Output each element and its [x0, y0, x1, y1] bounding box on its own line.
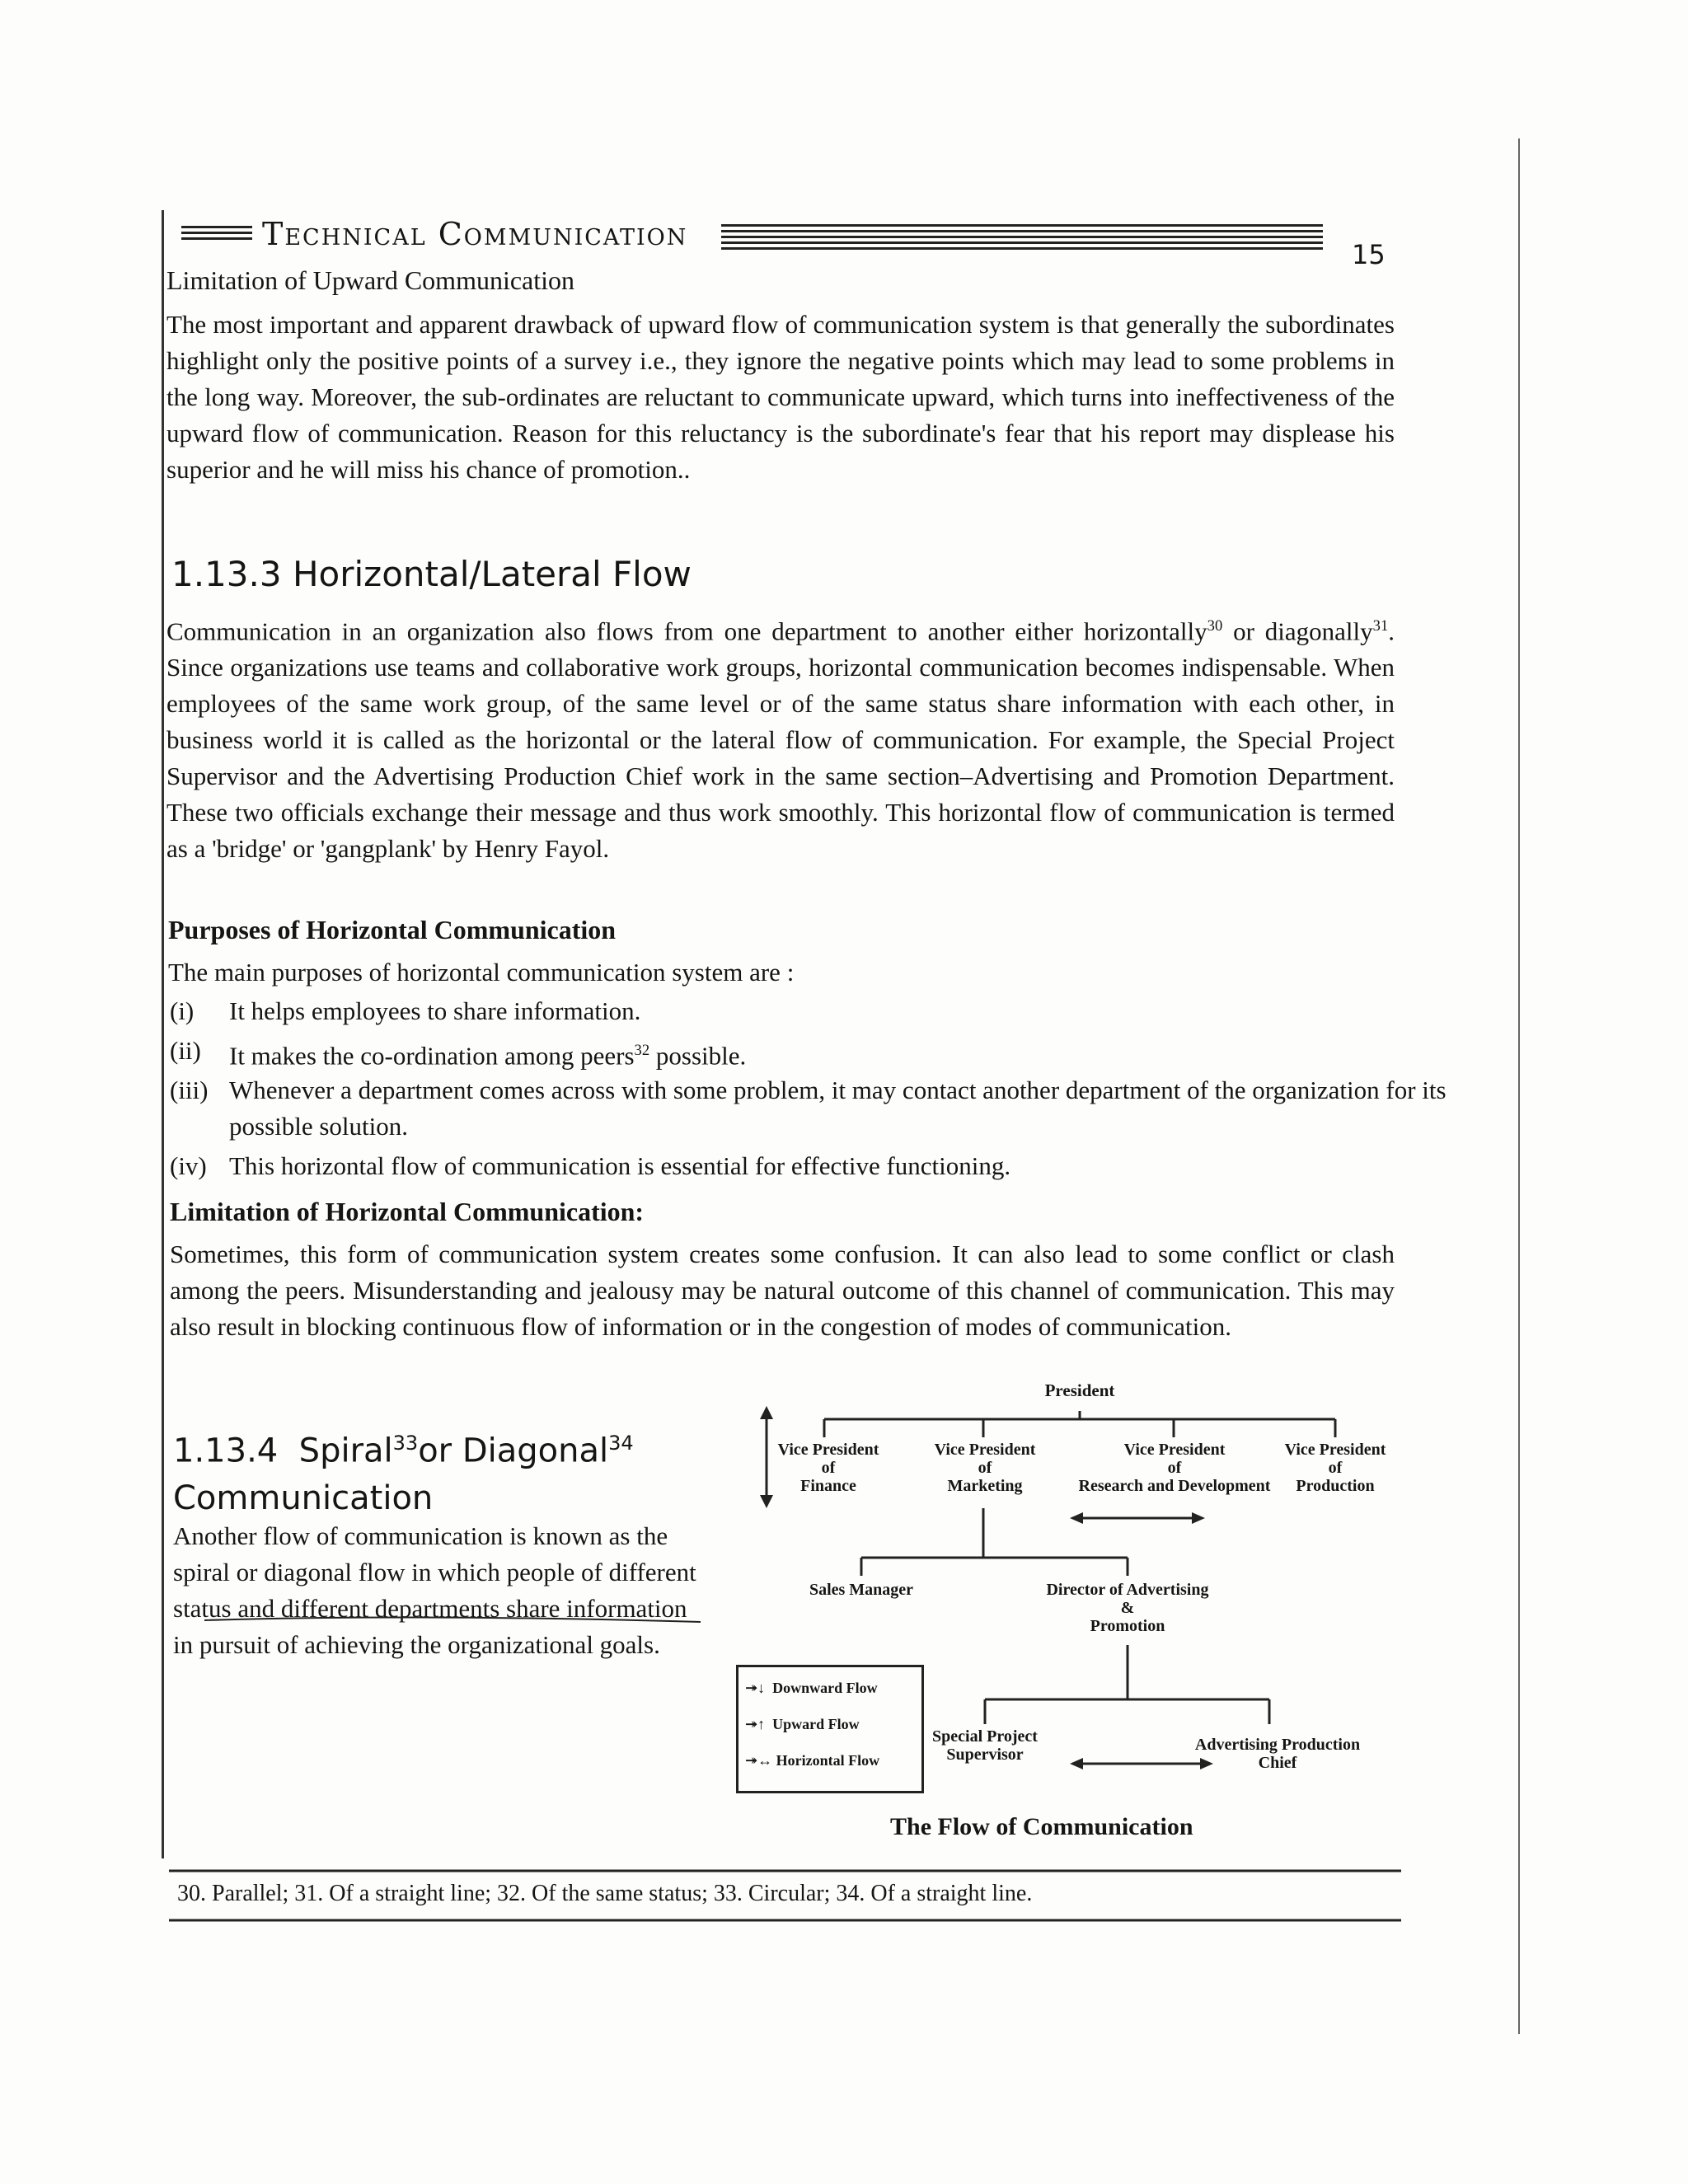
- footnote-ref: 33: [392, 1432, 419, 1455]
- horizontal-limitation-body: Sometimes, this form of communication system creates some confusion. It can also lead to some conflict or clash among the peers. Misunderstanding and jealousy may be natural outcome of this channel of communication. This may also result in blocking continuous flow of information or in the congestion of modes of communication.: [170, 1240, 1395, 1341]
- list-number: (iv): [170, 1151, 207, 1180]
- advertising-production-chief: [1187, 1736, 1368, 1772]
- section-number: 1.13.3: [171, 554, 282, 594]
- special-project-supervisor: [923, 1727, 1047, 1764]
- list-text: This horizontal flow of communication is essential for effective functioning.: [229, 1151, 1011, 1180]
- footnote-ref: 31: [1372, 617, 1389, 635]
- vp-dept: Research and Development: [1078, 1477, 1271, 1495]
- purposes-heading: Purposes of Horizontal Communication: [168, 915, 617, 944]
- spiral-section-body: Another flow of communication is known as the spiral or diagonal flow in which people of different status and different departments share information in pursuit of achieving the organizational goals.: [173, 1521, 696, 1659]
- list-number: (ii): [170, 1036, 201, 1065]
- legend-horizontal: [745, 1751, 918, 1769]
- page-number: 15: [1352, 239, 1386, 270]
- running-header-title: Technical Communication: [262, 216, 688, 252]
- legend-label: Horizontal Flow: [776, 1752, 880, 1769]
- vp-of: of: [978, 1459, 992, 1477]
- role-title: Advertising Production: [1194, 1736, 1361, 1754]
- vp-research: [1063, 1441, 1286, 1495]
- footnote-ref: 32: [634, 1042, 650, 1059]
- legend-downward: [745, 1679, 910, 1697]
- legend-label: Upward Flow: [772, 1716, 860, 1732]
- president-label: President: [1044, 1380, 1115, 1400]
- upward-arrow-icon: ↠↑: [745, 1716, 766, 1732]
- horizontal-limitation-heading: Limitation of Horizontal Communication:: [170, 1197, 645, 1226]
- vp-title: Vice President: [777, 1441, 879, 1459]
- section-number: 1.13.4: [173, 1432, 279, 1470]
- list-text-tail: possible.: [649, 1041, 747, 1071]
- body-text: . Since organizations use teams and collaborative work groups, horizontal communication becomes indispensable. When employees of the same work group, of the same level or of the same status share information with each other, in business world it is called as the horizontal or the lateral flow of communication. For example, the Special Project Supervisor and the Advertising Production Chief work in the same section–Advertising and Promotion Department. These two officials exchange their message and thus work smoothly. This horizontal flow of communication is termed as a 'bridge' or 'gangplank' by Henry Fayol.: [166, 616, 1395, 864]
- list-text-main: It makes the co-ordination among peers: [229, 1041, 635, 1071]
- vp-production: [1282, 1441, 1389, 1495]
- role-title: Special Project: [932, 1727, 1038, 1746]
- vp-title: Vice President: [1284, 1441, 1386, 1459]
- footnote-ref: 34: [608, 1432, 634, 1455]
- upward-limitation-heading: Limitation of Upward Communication: [166, 265, 575, 295]
- director-amp: &: [1120, 1599, 1135, 1617]
- director-dept: Promotion: [1090, 1617, 1165, 1635]
- vp-of: of: [1167, 1459, 1182, 1477]
- section-title-text: Horizontal/Lateral Flow: [292, 554, 692, 594]
- vp-dept: Finance: [800, 1477, 856, 1495]
- role-title: Chief: [1258, 1754, 1297, 1772]
- list-number: (i): [170, 996, 195, 1025]
- list-text: Whenever a department comes across with some problem, it may contact another department of the organization for its possible solution.: [229, 1076, 1447, 1141]
- director-advertising: [1029, 1581, 1226, 1635]
- director-title: Director of Advertising: [1046, 1581, 1209, 1599]
- footnote-ref: 30: [1207, 617, 1223, 635]
- role-title: Supervisor: [946, 1746, 1024, 1764]
- horizontal-arrow-icon: ↠↔: [745, 1752, 773, 1769]
- body-text: Communication in an organization also flows from one department to another either horizontally: [166, 616, 1207, 646]
- upward-limitation-body: The most important and apparent drawback of upward flow of communication system is that generally the subordinates highlight only the positive points of a survey i.e., they ignore the negative points which may lead to some problems in the long way. Moreover, the sub-ordinates are reluctant to communicate upward, which turns into ineffectiveness of the upward flow of communication. Reason for this reluctancy is the subordinate's fear that his report may displease his superior and he will miss his chance of promotion..: [166, 310, 1395, 484]
- purposes-intro: The main purposes of horizontal communication system are :: [168, 958, 795, 987]
- vp-dept: Marketing: [947, 1477, 1023, 1495]
- vp-of: of: [1328, 1459, 1343, 1477]
- list-text: It helps employees to share information.: [229, 996, 641, 1025]
- diagram-legend: [736, 1665, 924, 1793]
- vp-dept: Production: [1296, 1477, 1375, 1495]
- section-title-text: Communication: [173, 1479, 434, 1518]
- diagram-caption: The Flow of Communication: [890, 1813, 1193, 1840]
- sales-manager: Sales Manager: [809, 1581, 914, 1599]
- footnotes: 30. Parallel; 31. Of a straight line; 32. Of the same status; 33. Circular; 34. Of a straight line.: [177, 1881, 1033, 1906]
- vp-title: Vice President: [934, 1441, 1036, 1459]
- section-title-text: or Diagonal: [418, 1432, 609, 1470]
- legend-label: Downward Flow: [772, 1680, 878, 1696]
- list-number: (iii): [170, 1076, 209, 1104]
- legend-upward: [745, 1715, 910, 1733]
- vp-title: Vice President: [1123, 1441, 1226, 1459]
- vp-finance: [767, 1441, 890, 1495]
- vp-of: of: [821, 1459, 836, 1477]
- vp-marketing: [915, 1441, 1055, 1495]
- body-text: or diagonally: [1222, 616, 1373, 646]
- section-title-text: Spiral: [298, 1432, 393, 1470]
- downward-arrow-icon: ↠↓: [745, 1680, 766, 1696]
